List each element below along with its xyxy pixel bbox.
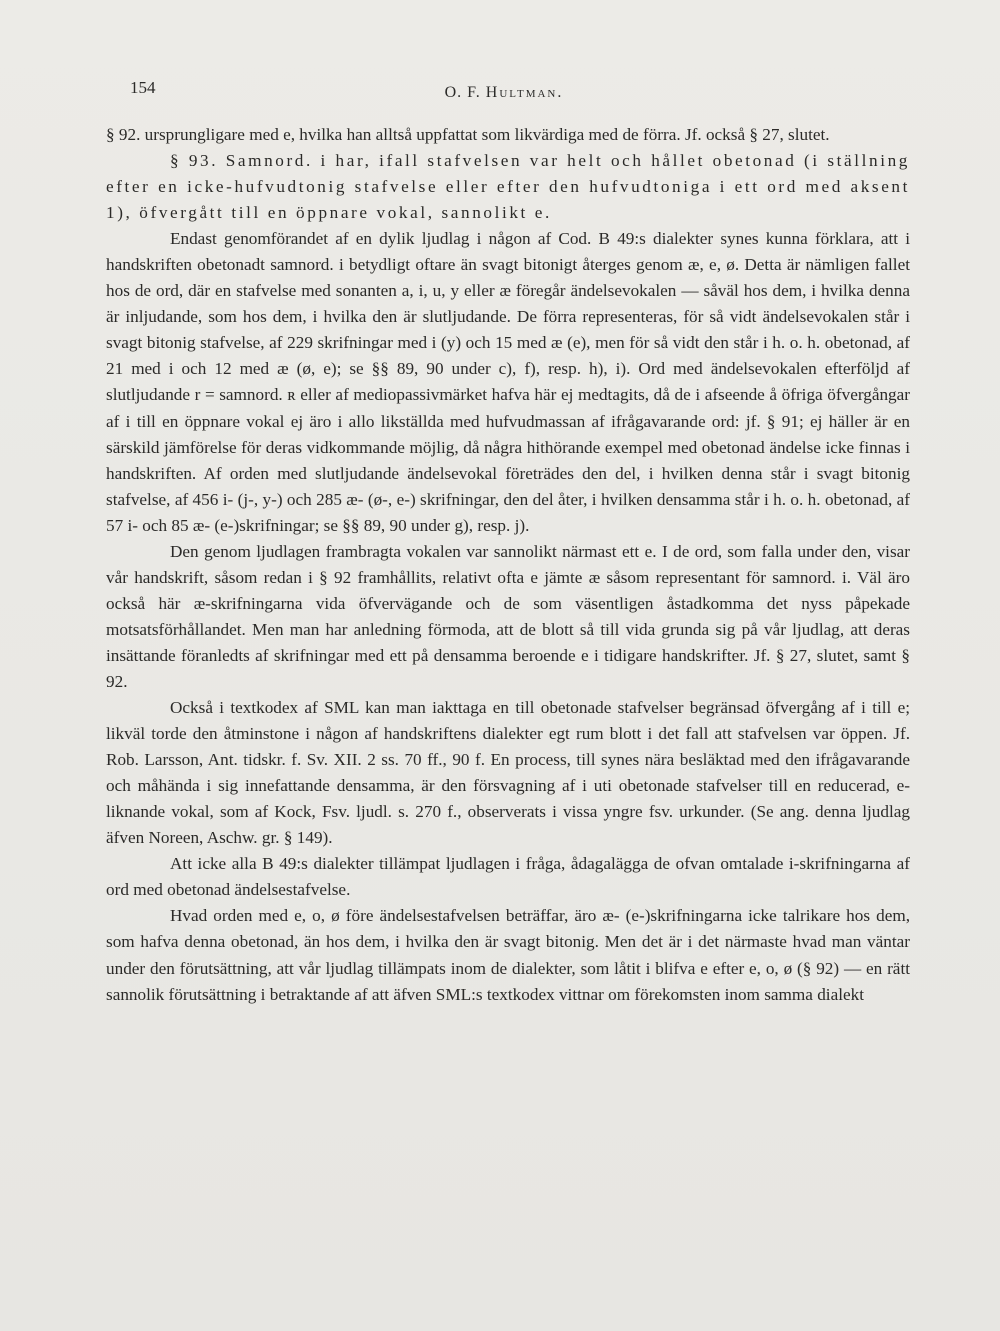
body-text: [106, 122, 910, 1008]
author-surname: Hultman.: [485, 84, 564, 101]
paragraph: Också i textkodex af SML kan man iakttaga en till obetonade stafvelser begränsad öfvergång af i till e; likväl torde den åtminstone i någon af handskriftens dialekter egt rum blott i det fall att stafvelsen var öppen. Jf. Rob. Larsson, Ant. tidskr. f. Sv. XII. 2 ss. 70 ff., 90 f. En process, till synes nära besläktad med den ifrågavarande och måhända i sig innefattande densamma, är den försvagning af i uti obetonade stafvelser till en reducerad, e-liknande vokal, som af Kock, Fsv. ljudl. s. 270 f., observerats i vissa yngre fsv. urkunder. (Se ang. denna ljudlag äfven Noreen, Aschw. gr. § 149).: [106, 698, 910, 848]
paragraph: Hvad orden med e, o, ø före ändelsestafvelsen beträffar, äro æ- (e-)skrifningarna icke talrikare hos dem, som hafva denna obetonad, än hos dem, i hvilka den är svagt bitonig. Men det är i det närmaste hvad man väntar under den förutsättning, att vår ljudlag tillämpats inom de dialekter, som låtit i blifva e efter e, o, ø (§ 92) — en rätt sannolik förutsättning i betraktande af att äfven SML:s textkodex vittnar om förekomsten inom samma dialekt: [106, 906, 910, 1004]
page-header: [108, 78, 900, 108]
page-number: 154: [130, 78, 156, 97]
running-head: [108, 84, 900, 102]
section-93-heading-paragraph: § 93. Samnord. i har, ifall stafvelsen var helt och hållet obetonad (i ställning efter en icke-hufvudtonig stafvelse eller efter den hufvudtoniga i ett ord med aksent 1), öfvergått till en öppnare vokal, sannolikt e.: [106, 151, 910, 223]
paragraph: Endast genomförandet af en dylik ljudlag i någon af Cod. B 49:s dialekter synes kunna förklara, att i handskriften obetonadt samnord. i betydligt oftare än svagt bitonigt återges genom æ, e, ø. Detta är nämligen fallet hos de ord, där en stafvelse med sonanten a, i, u, y eller æ föregår ändelsevokalen — såväl hos dem, i hvilka denna är inljudande, som hos dem, i hvilka den är slutljudande. De förra representeras, för så vidt ändelsevokalen står i svagt bitonig stafvelse, af 229 skrifningar med i (y) och 15 med æ (e), men för så vidt den står i h. o. h. obetonad, af 21 med i och 12 med æ (ø, e); se §§ 89, 90 under c), f), resp. h), i). Ord med ändelsevokalen efterföljd af slutljudande r = samnord. ʀ eller af mediopassivmärket hafva här ej medtagits, då de i afseende å öfriga öfvergångar af i till en öppnare vokal ej äro i allo likställda med hufvudmassan af ifrågavarande ord: jf. § 91; ej häller är en särskild jämförelse för deras vidkommande möjlig, då några hithörande exempel med obetonad ändelse icke finnas i handskriften. Af orden med slutljudande ändelsevokal företrädes den del, i hvilken denna står i svagt bitonig stafvelse, af 456 i- (j-, y-) och 285 æ- (ø-, e-) skrifningar, den del åter, i hvilken densamma står i h. o. h. obetonad, af 57 i- och 85 æ- (e-)skrifningar; se §§ 89, 90 under g), resp. j).: [106, 229, 910, 535]
paragraph: Den genom ljudlagen frambragta vokalen var sannolikt närmast ett e. I de ord, som falla under den, visar vår handskrift, såsom redan i § 92 framhållits, relativt ofta e jämte æ såsom representant för samnord. i. Väl äro också här æ-skrifningarna vida öfvervägande och de som väsentligen åstadkomma det nyss påpekade motsatsförhållandet. Men man har anledning förmoda, att de blott så till vida grunda sig på vår ljudlag, att deras insättande föranledts af skrifningar med ett på densamma beroende e i tidigare handskrifter. Jf. § 27, slutet, samt § 92.: [106, 541, 910, 691]
author-initials: O. F.: [444, 84, 486, 101]
paragraph-continuation: § 92. ursprungligare med e, hvilka han alltså uppfattat som likvärdiga med de förra. Jf. också § 27, slutet.: [106, 125, 830, 144]
paragraph: Att icke alla B 49:s dialekter tillämpat ljudlagen i fråga, ådagalägga de ofvan omtalade i-skrifningarna af ord med obetonad ändelsestafvelse.: [106, 854, 910, 900]
